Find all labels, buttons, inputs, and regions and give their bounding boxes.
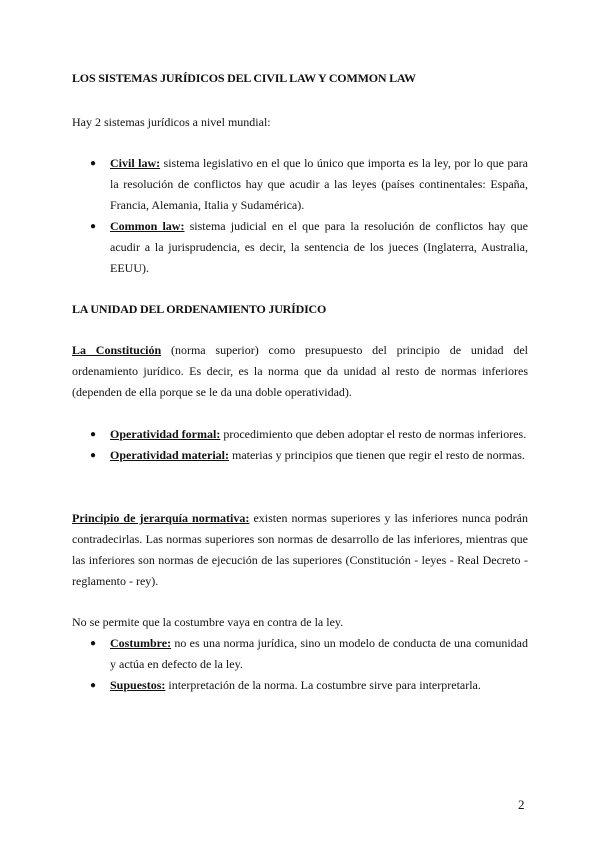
list-item-costumbre <box>72 633 528 675</box>
term-common-law: Common law: <box>110 219 185 233</box>
section-heading-legal-systems: LOS SISTEMAS JURÍDICOS DEL CIVIL LAW Y COMMON LAW <box>72 71 416 85</box>
page-number: 2 <box>518 797 525 812</box>
list-item-operatividad-formal <box>72 424 528 445</box>
definition-civil-law: sistema legislativo en el que lo único que importa es la ley, por lo que para la resolución de conflictos hay que acudir a las leyes (países continentales: España, Francia, Alemania, Italia y Sudamérica). <box>110 156 528 212</box>
list-item-supuestos <box>72 675 528 696</box>
section-heading-legal-order: LA UNIDAD DEL ORDENAMIENTO JURÍDICO <box>72 302 327 316</box>
list-item-operatividad-material <box>72 445 528 466</box>
definition-costumbre: no es una norma jurídica, sino un modelo de conducta de una comunidad y actúa en defecto de la ley. <box>110 636 528 671</box>
definition-supuestos: interpretación de la norma. La costumbre sirve para interpretarla. <box>165 678 481 692</box>
hierarchy-paragraph <box>72 508 528 592</box>
definition-operatividad-formal: procedimiento que deben adoptar el resto de normas inferiores. <box>220 427 527 441</box>
term-costumbre: Costumbre: <box>110 636 172 650</box>
term-jerarquia: Principio de jerarquía normativa: <box>72 511 250 525</box>
definition-operatividad-material: materias y principios que tienen que regir el resto de normas. <box>228 448 525 462</box>
bullet-icon: ● <box>90 450 97 461</box>
term-constitucion: La Constitución <box>72 343 162 357</box>
term-operatividad-formal: Operatividad formal: <box>110 427 221 441</box>
hierarchy-text: existen normas superiores y las inferiores nunca podrán contradecirlas. Las normas superiores son normas de desarrollo de las inferiores, mientras que las inferiores son normas de ejecución de las superiores (Constitución - leyes - Real Decreto - reglamento - rey). <box>72 511 529 588</box>
operativity-list <box>72 424 528 466</box>
term-operatividad-material: Operatividad material: <box>110 448 229 462</box>
list-item-civil-law <box>72 153 528 216</box>
custom-list <box>72 633 528 696</box>
bullet-icon: ● <box>90 429 97 440</box>
bullet-icon: ● <box>90 158 97 169</box>
list-item-common-law <box>72 216 528 279</box>
legal-systems-list <box>72 153 528 279</box>
bullet-icon: ● <box>90 638 97 649</box>
term-civil-law: Civil law: <box>110 156 161 170</box>
bullet-icon: ● <box>90 680 97 691</box>
constitution-text: (norma superior) como presupuesto del principio de unidad del ordenamiento jurídico. Es decir, es la norma que da unidad al resto de normas inferiores (dependen de ella porque se le da una doble operatividad). <box>72 343 528 399</box>
term-supuestos: Supuestos: <box>110 678 166 692</box>
bullet-icon: ● <box>90 221 97 232</box>
definition-common-law: sistema judicial en el que para la resolución de conflictos hay que acudir a la jurisprudencia, es decir, la sentencia de los jueces (Inglaterra, Australia, EEUU). <box>110 219 529 275</box>
constitution-paragraph <box>72 340 528 403</box>
custom-paragraph: No se permite que la costumbre vaya en contra de la ley. <box>72 615 344 629</box>
intro-paragraph: Hay 2 sistemas jurídicos a nivel mundial: <box>72 115 271 129</box>
